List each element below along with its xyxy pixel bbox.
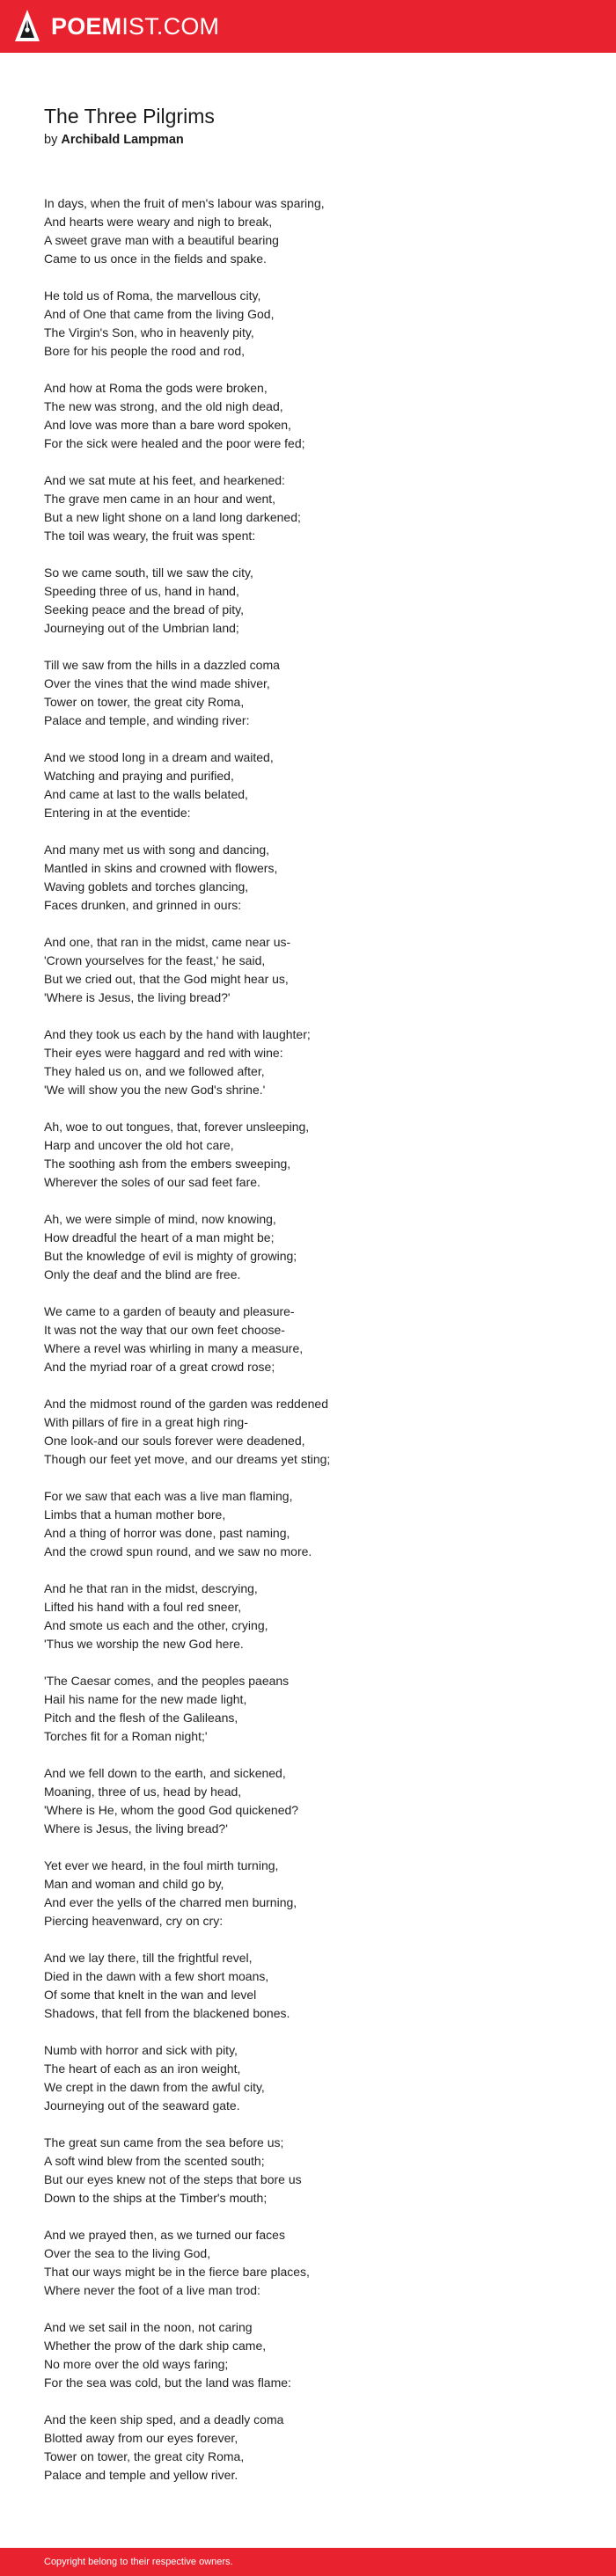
poem-line: Journeying out of the Umbrian land; <box>44 621 239 635</box>
poem-line: And the keen ship sped, and a deadly coma <box>44 2412 284 2426</box>
poem-line: 'Crown yourselves for the feast,' he said, <box>44 953 266 967</box>
poem-line: 'The Caesar comes, and the peoples paeans <box>44 1674 290 1688</box>
poem-line: Entering in at the eventide: <box>44 806 191 820</box>
poem-line: Journeying out of the seaward gate. <box>44 2098 240 2113</box>
poem-stanza <box>44 2134 572 2207</box>
poem-line: Shadows, that fell from the blackened bones. <box>44 2006 290 2020</box>
poem-stanza <box>44 1487 572 1561</box>
poem-line: Only the deaf and the blind are free. <box>44 1267 241 1281</box>
poem-line: And the myriad roar of a great crowd rose; <box>44 1360 275 1374</box>
poem-line: For we saw that each was a live man flaming, <box>44 1489 293 1503</box>
logo-bold-text: POEM <box>51 13 122 40</box>
poem-stanza <box>44 1672 572 1746</box>
poem-line: We crept in the dawn from the awful city, <box>44 2080 265 2094</box>
poem-stanza <box>44 656 572 730</box>
poem-line: And of One that came from the living God, <box>44 307 275 321</box>
poem-line: And one, that ran in the midst, came near us- <box>44 935 291 949</box>
poem-line: And a thing of horror was done, past naming, <box>44 1526 290 1540</box>
poem-stanza <box>44 1857 572 1930</box>
poem-line: Harp and uncover the old hot care, <box>44 1138 234 1152</box>
poem-line: And came at last to the walls belated, <box>44 787 248 801</box>
poem-line: Blotted away from our eyes forever, <box>44 2431 238 2445</box>
poem-line: The heart of each as an iron weight, <box>44 2062 241 2076</box>
poem-line: Tower on tower, the great city Roma, <box>44 2449 245 2463</box>
site-logo-link[interactable] <box>14 9 219 44</box>
poem-line: We came to a garden of beauty and pleasure- <box>44 1304 295 1318</box>
poem-line: Torches fit for a Roman night;' <box>44 1729 208 1743</box>
poem-line: And he that ran in the midst, descrying, <box>44 1581 258 1595</box>
poem-stanza <box>44 194 572 268</box>
poem-stanza <box>44 2226 572 2300</box>
poem-line: Pitch and the flesh of the Galileans, <box>44 1711 238 1725</box>
poem-line: Mantled in skins and crowned with flowers, <box>44 861 278 875</box>
poem-line: And we set sail in the noon, not caring <box>44 2320 253 2334</box>
poem-line: And smote us each and the other, crying, <box>44 1618 268 1632</box>
poem-stanza <box>44 2041 572 2115</box>
poem-line: Ah, woe to out tongues, that, forever unsleeping, <box>44 1120 310 1134</box>
poem-stanza <box>44 2318 572 2392</box>
poem-line: And we prayed then, as we turned our faces <box>44 2228 285 2242</box>
poem-line: The soothing ash from the embers sweeping, <box>44 1157 291 1171</box>
poem-line: Numb with horror and sick with pity, <box>44 2043 238 2057</box>
poem-line: Their eyes were haggard and red with wine: <box>44 1046 283 1060</box>
poem-line: The great sun came from the sea before us; <box>44 2135 284 2149</box>
poem-line: And how at Roma the gods were broken, <box>44 381 268 395</box>
poem-line: Where a revel was whirling in many a measure, <box>44 1341 304 1355</box>
poem-stanza <box>44 1118 572 1192</box>
poem-stanza <box>44 1303 572 1376</box>
author-link[interactable]: Archibald Lampman <box>61 133 184 147</box>
poem-line: Lifted his hand with a foul red sneer, <box>44 1600 242 1614</box>
poem-line: Down to the ships at the Timber's mouth; <box>44 2191 268 2205</box>
poem-stanza <box>44 748 572 822</box>
poem-line: 'Thus we worship the new God here. <box>44 1637 244 1651</box>
poem-stanza <box>44 1210 572 1284</box>
poem-line: The grave men came in an hour and went, <box>44 492 276 506</box>
copyright-text: Copyright belong to their respective owners. <box>44 2557 233 2567</box>
poem-stanza <box>44 379 572 453</box>
poem-line: Watching and praying and purified, <box>44 769 234 783</box>
poem-line: And the crowd spun round, and we saw no more. <box>44 1544 312 1558</box>
poem-line: Hail his name for the new made light, <box>44 1692 247 1706</box>
poem-stanza <box>44 287 572 361</box>
poem-line: For the sick were healed and the poor were fed; <box>44 436 305 450</box>
poem-stanza <box>44 2411 572 2485</box>
poem-line: Yet ever we heard, in the foul mirth turning, <box>44 1858 279 1872</box>
poem-line: It was not the way that our own feet choose- <box>44 1323 285 1337</box>
poem-line: Ah, we were simple of mind, now knowing, <box>44 1212 276 1226</box>
poem-line: Though our feet yet move, and our dreams yet sting; <box>44 1452 331 1466</box>
poem-line: And the midmost round of the garden was reddened <box>44 1397 328 1411</box>
poem-title: The Three Pilgrims <box>44 105 215 128</box>
poem-line: 'Where is He, whom the good God quickened? <box>44 1803 299 1817</box>
poem-line: Over the sea to the living God, <box>44 2246 211 2260</box>
poem-line: But we cried out, that the God might hear us, <box>44 972 289 986</box>
poem-line: No more over the old ways faring; <box>44 2357 229 2371</box>
poem-stanza <box>44 1025 572 1099</box>
poem-stanza <box>44 471 572 545</box>
site-footer <box>0 2548 616 2576</box>
poem-stanza <box>44 1949 572 2023</box>
site-header <box>0 0 616 53</box>
poem-line: A sweet grave man with a beautiful bearing <box>44 233 279 247</box>
poem-line: With pillars of fire in a great high ring- <box>44 1415 248 1429</box>
poem-line: Speeding three of us, hand in hand, <box>44 584 239 598</box>
poem-stanza <box>44 933 572 1007</box>
poem-line: Piercing heavenward, cry on cry: <box>44 1914 224 1928</box>
logo-light-text: IST.COM <box>121 13 220 40</box>
poem-stanza <box>44 1395 572 1469</box>
poem-line: Where is Jesus, the living bread?' <box>44 1821 228 1835</box>
poem-line: And ever the yells of the charred men burning, <box>44 1895 297 1909</box>
poem-line: So we came south, till we saw the city, <box>44 566 253 580</box>
poem-stanza <box>44 841 572 915</box>
poem-line: And we sat mute at his feet, and hearkened: <box>44 473 285 487</box>
poem-line: And we fell down to the earth, and sickened, <box>44 1766 286 1780</box>
by-label: by <box>44 133 58 147</box>
poem-line: Seeking peace and the bread of pity, <box>44 602 245 617</box>
poem-line: Over the vines that the wind made shiver, <box>44 676 270 690</box>
poem-line: But the knowledge of evil is mighty of growing; <box>44 1249 297 1263</box>
poem-heading <box>44 104 572 148</box>
poem-stanza <box>44 564 572 638</box>
poem-line: Bore for his people the rood and rod, <box>44 344 246 358</box>
pen-nib-logo-icon <box>14 9 40 44</box>
poem-line: For the sea was cold, but the land was flame: <box>44 2375 291 2390</box>
poem-line: One look-and our souls forever were deadened, <box>44 1434 305 1448</box>
poem-line: That our ways might be in the fierce bare places, <box>44 2265 310 2279</box>
poem-line: And we stood long in a dream and waited, <box>44 750 274 764</box>
poem-line: And they took us each by the hand with laughter; <box>44 1027 311 1041</box>
poem-line: Waving goblets and torches glancing, <box>44 879 249 894</box>
poem-line: The Virgin's Son, who in heavenly pity, <box>44 325 254 339</box>
poem-line: Came to us once in the fields and spake. <box>44 252 267 266</box>
poem-line: In days, when the fruit of men's labour was sparing, <box>44 196 325 210</box>
poem-body <box>44 194 572 2503</box>
poem-line: Tower on tower, the great city Roma, <box>44 695 245 709</box>
poem-line: Limbs that a human mother bore, <box>44 1507 226 1522</box>
poem-line: A soft wind blew from the scented south; <box>44 2154 265 2168</box>
poem-line: And love was more than a bare word spoken, <box>44 418 291 432</box>
poem-line: 'We will show you the new God's shrine.' <box>44 1083 266 1097</box>
poem-line: How dreadful the heart of a man might be; <box>44 1230 275 1244</box>
poem-line: And hearts were weary and nigh to break, <box>44 215 273 229</box>
poem-line: Wherever the soles of our sad feet fare. <box>44 1175 260 1189</box>
poem-line: Faces drunken, and grinned in ours: <box>44 898 242 912</box>
poem-line: The toil was weary, the fruit was spent: <box>44 529 256 543</box>
poem-line: But our eyes knew not of the steps that bore us <box>44 2172 302 2186</box>
site-logo-text <box>51 9 219 44</box>
poem-line: Man and woman and child go by, <box>44 1877 224 1891</box>
poem-line: But a new light shone on a land long darkened; <box>44 510 301 524</box>
poem-line: Where never the foot of a live man trod: <box>44 2283 260 2297</box>
poem-line: And many met us with song and dancing, <box>44 843 270 857</box>
poem-line: Palace and temple and yellow river. <box>44 2468 238 2482</box>
poem-line: Whether the prow of the dark ship came, <box>44 2339 267 2353</box>
poem-line: The new was strong, and the old nigh dead, <box>44 399 283 413</box>
poem-stanza <box>44 1580 572 1653</box>
poem-line: Till we saw from the hills in a dazzled coma <box>44 658 280 672</box>
poem-line: 'Where is Jesus, the living bread?' <box>44 990 231 1004</box>
poem-stanza <box>44 1764 572 1838</box>
poem-line: And we lay there, till the frightful revel, <box>44 1951 253 1965</box>
poem-byline <box>44 132 572 148</box>
poem-line: Moaning, three of us, head by head, <box>44 1784 242 1799</box>
poem-line: They haled us on, and we followed after, <box>44 1064 265 1078</box>
poem-line: Palace and temple, and winding river: <box>44 713 250 727</box>
poem-line: He told us of Roma, the marvellous city, <box>44 288 261 303</box>
poem-line: Of some that knelt in the wan and level <box>44 1988 257 2002</box>
poem-line: Died in the dawn with a few short moans, <box>44 1969 269 1983</box>
